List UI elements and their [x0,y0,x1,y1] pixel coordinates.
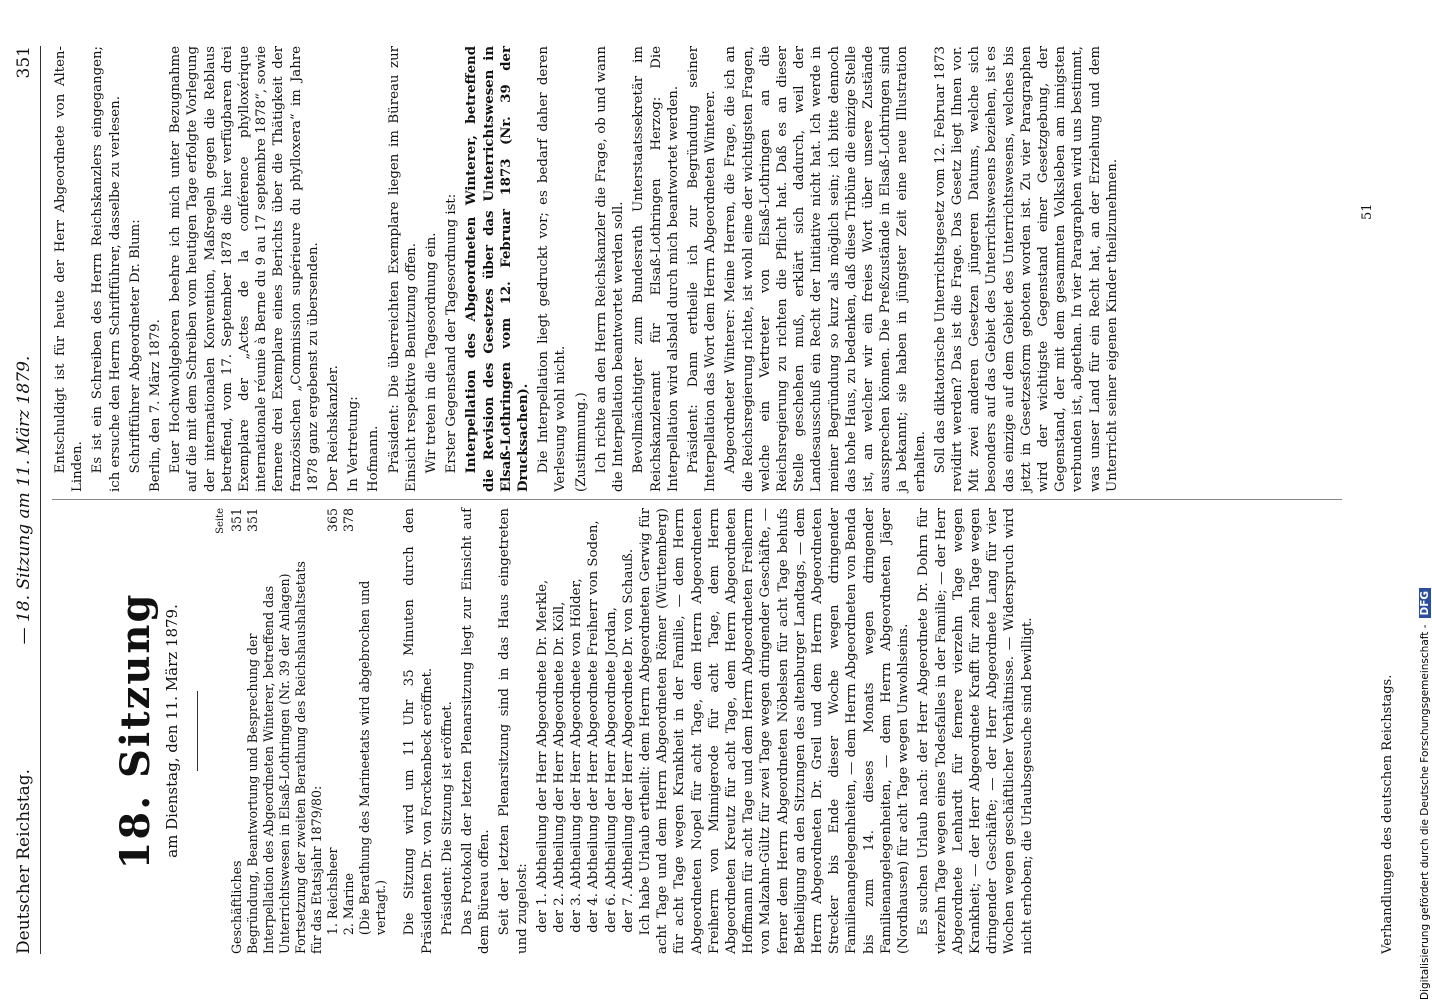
list-item: der 2. Abtheilung der Herr Abgeordnete Dr. Köll, [552,601,568,933]
toc-item: Geschäftliches [229,860,245,954]
letter-body: Euer Hochwohlgeboren beehre ich mich unter Bezugnahme auf die mit dem Schreiben vom heutigen Tage erfolgte Vorlegung der internationalen Konvention, Maßregeln gegen die Reblaus betreffend, vom 17. September 1878 die hier verfügbaren drei Exemplare der „Actes de la conférence phylloxérique internationale réunie à Berne du 9 au 17 septembre 1878“, sowie fernere drei Exemplare eines Berichts über die Thätigkeit der französischen „Commission supérieure du phylloxera“ im Jahre 1878 ganz ergebenst zu übersenden. [168,46,321,492]
list-item: der 4. Abtheilung der Herr Abgeordnete Freiherr von Soden, [586,520,602,933]
header-publication: Deutscher Reichstag. [14,769,34,954]
digitization-credit [1419,10,1431,1000]
table-of-contents [229,508,389,954]
toc-page: 351 [229,508,245,533]
list-item: der 1. Abtheilung der Herr Abgeordnete Dr. Merkle, [534,579,550,933]
toc-item: Fortsetzung der zweiten Berathung des Reichshaushaltsetats für das Etatsjahr 1879/80: [293,561,325,954]
paragraph: Präsident: Die Sitzung ist eröffnet. [439,701,455,936]
dfg-logo: DFG [1419,588,1431,619]
list-item: der 7. Abtheilung der Herr Abgeordnete Dr. von Schauß. [620,548,636,933]
paragraph: Das Protokoll der letzten Plenarsitzung liegt zur Einsicht auf dem Büreau offen. [460,508,493,954]
paragraph: Erster Gegenstand der Tagesordnung ist: [444,193,460,474]
left-column [52,508,1039,954]
header-page-number: 351 [14,46,34,79]
footer-publication: Verhandlungen des deutschen Reichstags. [1380,674,1395,954]
interjection: (Zustimmung.) [573,392,589,492]
paragraph: Es ist ein Schreiben des Herrn Reichskanzlers eingegangen; ich ersuche den Herrn Schriftführer, dasselbe zu verlesen. [90,46,123,492]
list-item: der 3. Abtheilung der Herr Abgeordnete von Hölder, [569,578,585,933]
right-column [52,46,1124,492]
toc-item: 2. Marine [341,873,357,936]
title-rule [197,691,198,771]
list-item: der 6. Abtheilung der Herr Abgeordnete Jordan, [603,607,619,933]
toc-page: 378 [341,508,357,533]
session-title: 18. Sitzung [112,592,159,870]
paragraph: Es suchen Urlaub nach: der Herr Abgeordnete Dr. Dohrn für vierzehn Tage wegen eines Todesfalles in der Familie; — der Herr Abgeordnete Lenhardt für fernere vierzehn Tage wegen Krankheit; — der Herr Abgeordnete Krafft für zehn Tage wegen dringender Geschäfte; — der Herr Abgeordnete Lang für vier Wochen wegen geschäftlicher Verhältnisse. — Widerspruch wird nicht erhoben; die Urlaubsgesuche sind bewilligt. [916,508,1035,954]
member-assignment-list [534,508,637,954]
toc-page: 365 [325,508,341,533]
paragraph: Ich richte an den Herrn Reichskanzler die Frage, ob und wann die Interpellation beantwortet werden soll. [593,46,627,492]
paragraph: Seit der letzten Plenarsitzung sind in das Haus eingetreten und zugelost: [497,508,530,954]
paragraph: Die Sitzung wird um 11 Uhr 35 Minuten durch den Präsidenten Dr. von Forckenbeck eröffnet. [402,508,435,954]
paragraph: Präsident: Dann ertheile ich zur Begründung seiner Interpellation das Wort dem Herrn Abgeordneten Winterer. [685,46,719,492]
letter-signature: Der Reichskanzler. [326,365,342,492]
session-date: am Dienstag, den 11. März 1879. [163,604,181,858]
paragraph: Präsident: Die überreichten Exemplare liegen im Büreau zur Einsicht respektive Benutzung offen. [386,46,419,492]
letter-signature: In Vertretung: [346,396,362,492]
page-header [14,46,40,954]
toc-item: 1. Reichsheer [325,847,341,936]
paragraph: Soll das diktatorische Unterrichtsgesetz vom 12. Februar 1873 revidirt werden? Das ist die Frage. Das Gesetz liegt Ihnen vor. Mit zwei anderen Gesetzen jüngeren Datums, welche sich besonders auf das Gebiet des Unterrichtswesens beziehen, ist es das einzige auf dem Gebiet des Unterrichtswesens, welches bis jetzt in Gesetzesform geboten worden ist. Zu vier Paragraphen wird der wichtigste Gegenstand einer Gesetzgebung, der Gegenstand, der mit dem gesammten Volksleben am innigsten verbunden ist, abgethan. In vier Paragraphen wird uns bestimmt, was unser Land für ein Recht hat, an der Erziehung und dem Unterricht seiner eigenen Kinder theilzunehmen. [932,46,1120,492]
paragraph: Entschuldigt ist für heute der Herr Abgeordnete von Alten-Linden. [53,46,86,492]
paragraph: Abgeordneter Winterer: Meine Herren, die Frage, die ich an die Reichsregierung richte, ist wohl eine der wichtigsten Fragen, welche ein Vertreter von Elsaß-Lothringen an die Reichsregierung zu richten die Pflicht hat. Daß es an dieser Stelle geschehen muß, erklärt sich dadurch, weil der Landesausschuß ein Recht der Initiative nicht hat. Ich werde in meiner Begründung so kurz als möglich sein; ich bitte dennoch das hohe Haus, zu bedenken, daß diese Tribüne die einzige Stelle ist, an welcher wir ein freies Wort über unsere Zustände aussprechen können. Die Preßzustände in Elsaß-Lothringen sind ja bekannt; sie haben in jüngster Zeit eine neue Illustration erhalten. [723,46,928,492]
toc-page [357,508,389,544]
toc-page [293,508,325,544]
speaker-line: Schriftführer Abgeordneter Dr. Blum: [127,219,143,474]
toc-page-label: Seite [215,508,227,534]
footer-sheet-number: 51 [1360,203,1375,220]
agenda-item: Interpellation des Abgeordneten Winterer, betreffend die Revision des Gesetzes über das Unterrichtswesen in Elsaß-Lothringen vom 12. Februar 1873 (Nr. 39 der Drucksachen). [464,46,532,492]
header-session: — 18. Sitzung am 11. März 1879. [14,355,34,645]
header-rule [40,46,41,954]
column-divider [52,499,1342,500]
letter-date: Berlin, den 7. März 1879. [148,319,164,492]
paragraph: Bevollmächtigter zum Bundesrath Unterstaatssekretär im Reichskanzleramt für Elsaß-Lothringen Herzog: Die Interpellation wird alsbald durch mich beantwortet werden. [631,46,681,492]
toc-page: 351 [245,508,261,533]
credit-text: Digitalisierung gefördert durch die Deutsche Forschungsgemeinschaft - [1419,624,1431,1000]
paragraph: Ich habe Urlaub ertheilt: dem Herrn Abgeordneten Gerwig für acht Tage und dem Herrn Abgeordneten Römer (Württemberg) für acht Tage wegen Krankheit in der Familie, — dem Herrn Abgeordneten Nopel für acht Tage, dem Herrn Abgeordneten Freiherrn von Minnigerode für acht Tage, dem Herrn Abgeordneten Kreutz für acht Tage, dem Herrn Abgeordneten Hoffmann für acht Tage und dem Herrn Abgeordneten Freiherrn von Malzahn-Gültz für zwei Tage wegen dringender Geschäfte, — ferner dem Herrn Abgeordneten Nöbelsen für acht Tage behufs Betheiligung an den Sitzungen des altenburger Landtags, — dem Herrn Abgeordneten Dr. Greil und dem Herrn Abgeordneten Strecker bis Ende dieser Woche wegen dringender Familienangelegenheiten, — dem Herrn Abgeordneten von Benda bis zum 14. dieses Monats wegen dringender Familienangelegenheiten, — dem Herrn Abgeordneten Jäger (Nordhausen) für acht Tage wegen Unwohlseins. [638,508,912,954]
letter-signature: Hofmann. [366,425,382,492]
toc-item: Begründung, Beantwortung und Besprechung der Interpellation des Abgeordneten Winterer, betreffend das Unterrichtswesen in Elsaß-Lothringen (Nr. 39 der Anlagen) [245,573,293,954]
paragraph: Die Interpellation liegt gedruckt vor; es bedarf daher deren Verlesung wohl nicht. [536,46,569,492]
toc-item: (Die Berathung des Marineetats wird abgebrochen und vertagt.) [357,580,389,936]
paragraph: Wir treten in die Tagesordnung ein. [424,232,440,474]
